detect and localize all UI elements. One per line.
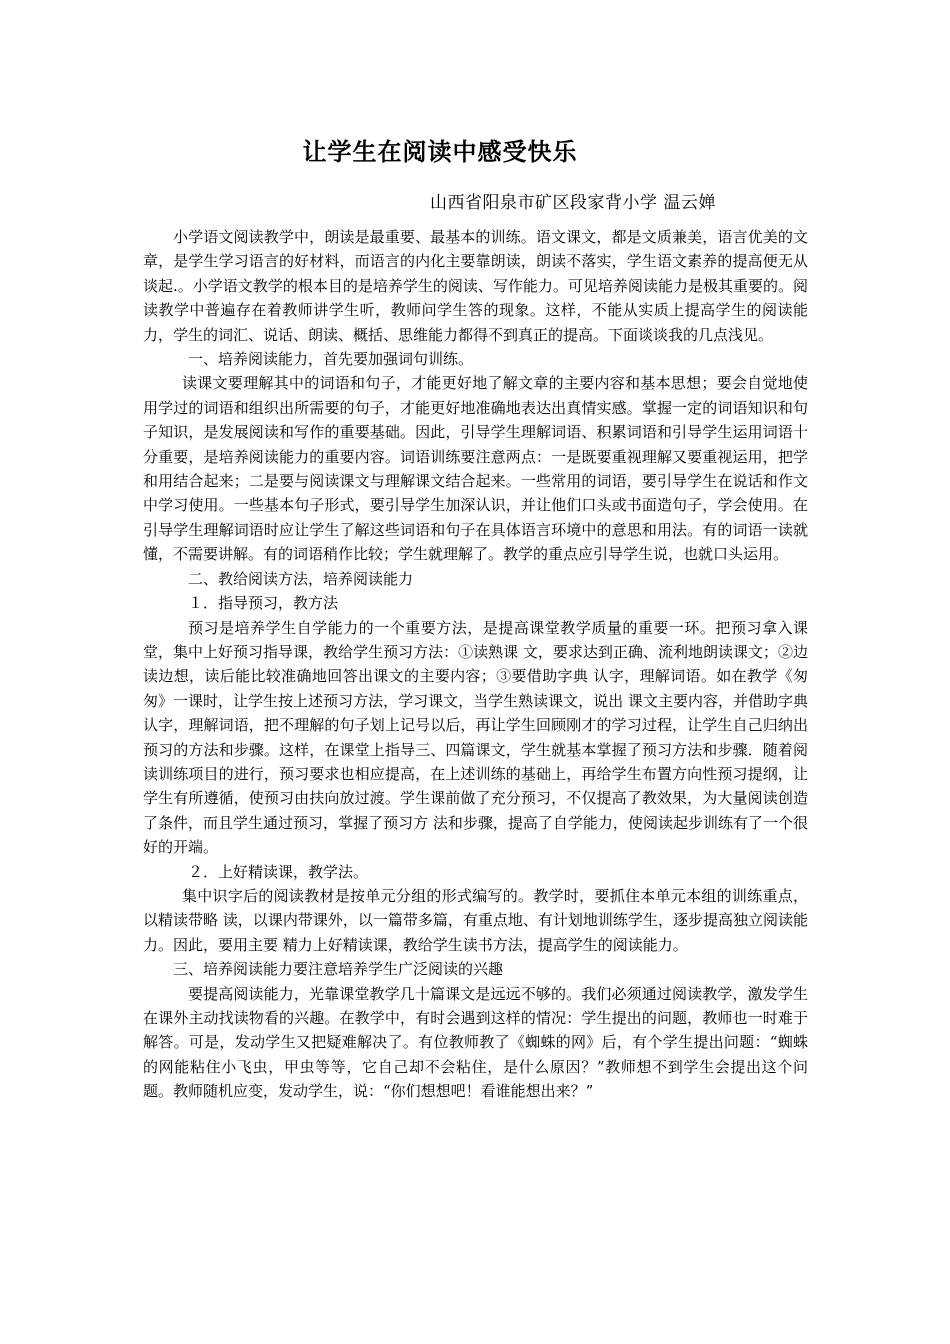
section-heading-3: 三、培养阅读能力要注意培养学生广泛阅读的兴趣 <box>173 960 504 979</box>
subheading-2-1: １．指导预习，教方法 <box>188 594 339 613</box>
paragraph-intro: 小学语文阅读教学中，朗读是最重要、最基本的训练。语文课文，都是文质兼美，语言优美的文章，是学生学习语言的好材料，而语言的内化主要靠朗读，朗读不落实，学生语文素养的提高便无从谈起.。小学语文教学的根本目的是培养学生的阅读、写作能力。可见培养阅读能力是极其重要的。阅读教学中普遍存在着教师讲学生听，教师问学生答的现象。这样，不能从实质上提高学生的阅读能力，学生的词汇、说话、朗读、概括、思维能力都得不到真正的提高。下面谈谈我的几点浅见。 <box>143 228 808 344</box>
paragraph-section-2-1: 预习是培养学生自学能力的一个重要方法，是提高课堂教学质量的重要一环。把预习拿入课堂，集中上好预习指导课，教给学生预习方法：①读熟课 文，要求达到正确、流利地朗读课文；②边读边想，读后能比较准确地回答出课文的主要内容；③要借助字典 认字，理解词语。如在教学《匆匆》一课时，让学生按上述预习方法，学习课文，当学生熟读课文，说出 课文主要内容，并借助字典认字，理解词语，把不理解的句子划上记号以后，再让学生回顾刚才的学习过程，让学生自己归纳出预习的方法和步骤。这样，在课堂上指导三、四篇课文，学生就基本掌握了预习方法和步骤．随着阅读训练项目的进行，预习要求也相应提高，在上述训练的基础上，再给学生布置方向性预习提纲，让学生有所遵循，使预习由扶向放过渡。学生课前做了充分预习，不仅提高了教效果，为大量阅读创造了条件，而且学生通过预习，掌握了预习方 法和步骤，提高了自学能力，使阅读起步训练有了一个很好的开端。 <box>143 618 808 857</box>
author-line: 山西省阳泉市矿区段家背小学 温云婵 <box>430 193 716 213</box>
section-heading-2: 二、教给阅读方法，培养阅读能力 <box>188 569 414 588</box>
paragraph-section-2-2: 集中识字后的阅读教材是按单元分组的形式编写的。教学时，要抓住本单元本组的训练重点，以精读带略 读，以课内带课外，以一篇带多篇，有重点地、有计划地训练学生，逐步提高独立阅读能力。因此，要用主要 精力上好精读课，教给学生读书方法，提高学生的阅读能力。 <box>143 886 808 954</box>
subheading-2-2: ２．上好精读课，教学法。 <box>188 862 369 881</box>
section-heading-1: 一、培养阅读能力，首先要加强词句训练。 <box>188 350 474 369</box>
document-body <box>143 225 808 1104</box>
paragraph-section-1: 读课文要理解其中的词语和句子，才能更好地了解文章的主要内容和基本思想；要会自觉地使用学过的词语和组织出所需要的句子，才能更好地准确地表达出真情实感。掌握一定的词语知识和句子知识，是发展阅读和写作的重要基础。因此，引导学生理解词语、积累词语和引导学生运用词语十分重要，是培养阅读能力的重要内容。词语训练要注意两点：一是既要重视理解又要重视运用，把学和用结合起来；二是要与阅读课文与理解课文结合起来。一些常用的词语，要引导学生在说话和作文中学习使用。一些基本句子形式，要引导学生加深认识，并让他们口头或书面造句子，学会使用。在引导学生理解词语时应让学生了解这些词语和句子在具体语言环境中的意思和用法。有的词语一读就懂，不需要讲解。有的词语稍作比较；学生就理解了。教学的重点应引导学生说，也就口头运用。 <box>143 374 808 564</box>
document-title: 让学生在阅读中感受快乐 <box>302 138 578 166</box>
paragraph-section-3: 要提高阅读能力，光靠课堂教学几十篇课文是远远不够的。我们必须通过阅读教学，激发学生在课外主动找读物看的兴趣。在教学中，有时会遇到这样的情况：学生提出的问题，教师也一时难于解答。可是，发动学生又把疑难解决了。有位教师教了《蜘蛛的网》后，有个学生提出问题：“蜘蛛的网能粘住小飞虫，甲虫等等，它自己却不会粘住，是什么原因？”教师想不到学生会提出这个问题。教师随机应变，发动学生，说：“你们想想吧！看谁能想出来？” <box>143 984 808 1101</box>
